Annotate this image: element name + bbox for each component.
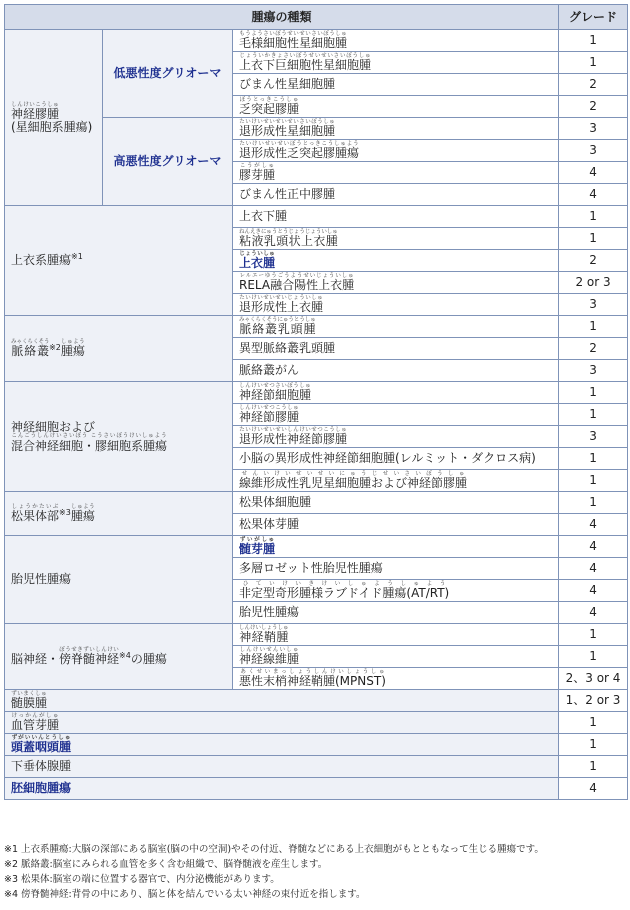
grade-cell: 1 [559,646,628,668]
grade-cell: 1 [559,492,628,514]
grade-cell: 4 [559,558,628,580]
category-pineal: 松果体部しょうかたいぶ$^{※3}$腫瘍しゅよう [5,492,233,536]
tumor-name-cell: 線維形成性乳児星細胞腫および神経節膠腫せんいけいせいせいにゅうじせいさいぼうしゅ [233,470,559,492]
tumor-name-cell: 上衣下腫 [233,206,559,228]
grade-cell: 3 [559,118,628,140]
subcategory-low-grade: 低悪性度グリオーマ [103,30,233,118]
grade-cell: 1、2 or 3 [559,690,628,712]
table-row [5,30,628,52]
subcategory-high-grade: 高悪性度グリオーマ [103,118,233,206]
tumor-name-cell: 松果体芽腫 [233,514,559,536]
tumor-name-cell: 血管芽腫けっかんがしゅ [5,712,559,734]
tumor-name-cell: 乏突起膠腫ぼうとっきこうしゅ [233,96,559,118]
tumor-name-cell: びまん性星細胞腫 [233,74,559,96]
tumor-name-cell: 膠芽腫こうがしゅ [233,162,559,184]
tumor-name-cell: 多層ロゼット性胎児性腫瘍 [233,558,559,580]
grade-cell: 1 [559,448,628,470]
tumor-name-cell: 脈絡叢がん [233,360,559,382]
tumor-name-cell: 神経線維腫しんけいせんいしゅ [233,646,559,668]
grade-cell: 3 [559,140,628,162]
table-row [5,536,628,558]
table-row [5,316,628,338]
tumor-name-cell: 胚細胞腫瘍 [5,778,559,800]
grade-cell: 2、3 or 4 [559,668,628,690]
grade-cell: 1 [559,734,628,756]
tumor-name-cell: びまん性正中膠腫 [233,184,559,206]
tumor-name-cell: 神経鞘腫しんけいしょうしゅ [233,624,559,646]
grade-cell: 2 [559,250,628,272]
grade-cell: 1 [559,52,628,74]
tumor-name-cell: 退形成性星細胞腫たいけいせいせいせいさいぼうしゅ [233,118,559,140]
tumor-name-cell: 頭蓋咽頭腫ずがいいんとうしゅ [5,734,559,756]
grade-cell: 2 [559,96,628,118]
grade-cell: 1 [559,206,628,228]
grade-cell: 2 [559,338,628,360]
tumor-name-cell: 退形成性神経節膠腫たいけいせいせいしんけいせつこうしゅ [233,426,559,448]
tumor-name-cell: 異型脈絡叢乳頭腫 [233,338,559,360]
tumor-name-cell: RELA融合陽性上衣腫レルエーゆうごうようせいじょういしゅ [233,272,559,294]
grade-cell: 4 [559,580,628,602]
category-ependymal: 上衣系腫瘍$^{※1}$ [5,206,233,316]
tumor-grade-table [4,4,628,800]
footnote: ※3 松果体:脳室の端に位置する器官で、内分泌機能があります。 [4,874,280,885]
grade-cell: 1 [559,382,628,404]
tumor-name-cell: 非定型奇形腫様ラブドイド腫瘍(AT/RT)ひていけいきけいしゅようしゅよう [233,580,559,602]
category-choroid: 脈絡叢みゃくらくそう$^{※2}$腫瘍しゅよう [5,316,233,382]
grade-cell: 3 [559,294,628,316]
tumor-name-cell: 松果体細胞腫 [233,492,559,514]
grade-cell: 4 [559,184,628,206]
tumor-name-cell: 毛様細胞性星細胞腫もうようさいぼうせいせいさいぼうしゅ [233,30,559,52]
tumor-name-cell: 退形成性乏突起膠腫瘍たいけいせいせいぼうとっきこうしゅよう [233,140,559,162]
tumor-name-cell: 脈絡叢乳頭腫みゃくらくそうにゅうとうしゅ [233,316,559,338]
table-row [5,492,628,514]
tumor-name-cell: 神経節膠腫しんけいせつこうしゅ [233,404,559,426]
tumor-name-cell: 退形成性上衣腫たいけいせいせいじょういしゅ [233,294,559,316]
tumor-name-cell: 上衣下巨細胞性星細胞腫じょういかきょさいぼうせいせいさいぼうしゅ [233,52,559,74]
grade-cell: 1 [559,756,628,778]
header-type: 腫瘍の種類 [5,5,559,30]
grade-cell: 4 [559,514,628,536]
footnotes [4,842,626,902]
table-header-row [5,5,628,30]
grade-cell: 1 [559,624,628,646]
footnote: ※4 傍脊髄神経:背骨の中にあり、脳と体を結んでいる太い神経の束付近を指します。 [4,889,366,900]
grade-cell: 1 [559,30,628,52]
table-row [5,734,628,756]
table-row [5,756,628,778]
grade-cell: 4 [559,602,628,624]
table-row [5,206,628,228]
table-row [5,778,628,800]
grade-cell: 1 [559,404,628,426]
tumor-name-cell: 髄芽腫ずいがしゅ [233,536,559,558]
footnote: ※2 脈絡叢:脳室にみられる血管を多く含む組織で、脳脊髄液を産生します。 [4,859,328,870]
table-row [5,690,628,712]
grade-cell: 4 [559,536,628,558]
tumor-name-cell: 下垂体腺腫 [5,756,559,778]
table-row [5,712,628,734]
tumor-name-cell: 悪性末梢神経鞘腫(MPNST)あくせいまっしょうしんけいしょうしゅ [233,668,559,690]
category-neuronal: 神経細胞および 混合神経細胞・膠細胞系腫瘍こんごうしんけいさいぼう こうさいぼうけいしゅよう [5,382,233,492]
table-row [5,624,628,646]
grade-cell: 2 [559,74,628,96]
category-embryonal: 胎児性腫瘍 [5,536,233,624]
table-row [5,382,628,404]
tumor-name-cell: 神経節細胞腫しんけいせつさいぼうしゅ [233,382,559,404]
grade-cell: 1 [559,712,628,734]
grade-cell: 4 [559,162,628,184]
tumor-name-cell: 上衣腫じょういしゅ [233,250,559,272]
tumor-name-cell: 胎児性腫瘍 [233,602,559,624]
header-grade: グレード [559,5,628,30]
tumor-name-cell: 小脳の異形成性神経節細胞腫(レルミット・ダクロス病) [233,448,559,470]
category-nerve: 脳神経・傍脊髄神経ぼうせきずいしんけい$^{※4}$の腫瘍 [5,624,233,690]
grade-cell: 4 [559,778,628,800]
footnote: ※1 上衣系腫瘍:大脳の深部にある脳室(脳の中の空洞)やその付近、脊髄などにある上衣細胞がもとともなって生じる腫瘍です。 [4,844,544,855]
grade-cell: 3 [559,426,628,448]
grade-cell: 1 [559,316,628,338]
tumor-name-cell: 粘液乳頭状上衣腫ねんえきにゅうとうじょうじょういしゅ [233,228,559,250]
grade-cell: 1 [559,228,628,250]
grade-cell: 3 [559,360,628,382]
grade-cell: 2 or 3 [559,272,628,294]
tumor-name-cell: 髄膜腫ずいまくしゅ [5,690,559,712]
category-glioma: 神経膠腫しんけいこうしゅ (星細胞系腫瘍) [5,30,103,206]
grade-cell: 1 [559,470,628,492]
